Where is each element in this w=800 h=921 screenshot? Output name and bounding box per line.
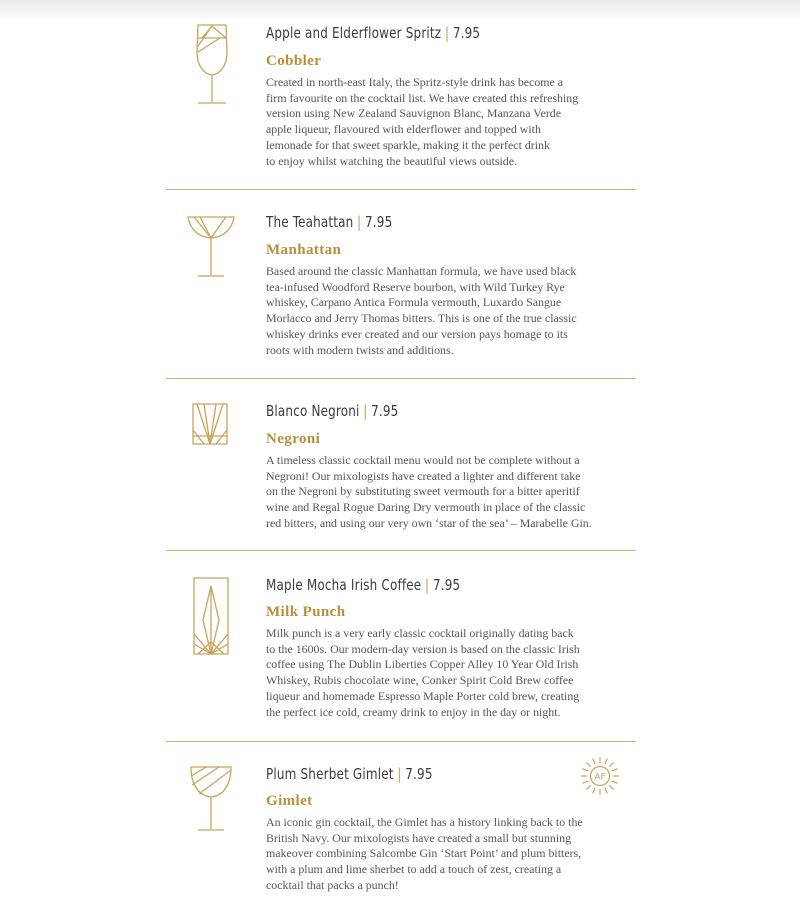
- drink-description: [266, 453, 636, 532]
- description-line: Whiskey, Rubis chocolate wine, Conker Spirit Cold Brew coffee: [266, 673, 574, 688]
- cocktail-style: Cobbler: [266, 53, 322, 69]
- drink-price: 7.95: [432, 576, 461, 594]
- description-line: tea-infused Woodford Reserve bourbon, with Wild Turkey Rye: [266, 279, 565, 294]
- drink-description: [266, 815, 636, 894]
- description-line: Negroni! Our mixologists have created a lighter and different take: [266, 468, 581, 483]
- cocktail-style: Milk Punch: [266, 604, 346, 620]
- drink-price: 7.95: [452, 24, 481, 42]
- drink-name: Plum Sherbet Gimlet: [266, 765, 394, 783]
- drink-description: [266, 264, 636, 358]
- section-divider: [166, 189, 636, 190]
- drink-title: [266, 213, 392, 231]
- description-line: red bitters, and using our very own ‘star of the sea’ – Marabelle Gin.: [266, 515, 592, 530]
- drink-description: [266, 626, 636, 720]
- drink-price: 7.95: [364, 213, 393, 231]
- price-separator: |: [424, 576, 430, 594]
- description-line: liqueur and homemade Espresso Maple Porter cold brew, creating: [266, 688, 580, 703]
- description-line: An iconic gin cocktail, the Gimlet has a history linking back to the: [266, 815, 583, 829]
- drink-price: 7.95: [371, 402, 399, 420]
- description-line: to enjoy whilst watching the beautiful views outside.: [266, 153, 517, 168]
- drink-name: Blanco Negroni: [266, 402, 360, 420]
- description-line: makeover combining Salcombe Gin ‘Start Point’ and plum bitters,: [266, 846, 582, 861]
- description-line: A timeless classic cocktail menu would not be complete without a: [266, 453, 580, 467]
- section-divider: [166, 741, 636, 742]
- price-separator: |: [397, 765, 402, 783]
- description-line: cocktail that packs a punch!: [266, 877, 399, 892]
- description-line: lemonade for that sweet sparkle, making it the perfect drink: [266, 137, 550, 152]
- cocktail-style: Manhattan: [266, 242, 342, 258]
- coupe-glass-icon: [186, 211, 242, 281]
- drink-name: The Teahattan: [266, 213, 354, 231]
- description-line: wine and Regal Rogue Daring Dry vermouth in place of the classic: [266, 500, 586, 515]
- section-divider: [166, 550, 636, 551]
- drink-title: [266, 765, 433, 783]
- drink-description: [266, 75, 636, 169]
- description-line: Based around the classic Manhattan formula, we have used black: [266, 264, 577, 278]
- description-line: Milk punch is a very early classic cocktail originally dating back: [266, 626, 574, 640]
- af-badge-label: AF: [594, 772, 606, 783]
- description-line: Morlacco and Jerry Thomas bitters. This is one of the true classic: [266, 311, 577, 326]
- highball-glass-icon: [186, 574, 242, 660]
- description-line: on the Negroni by substituting sweet vermouth for a bitter aperitif: [266, 484, 580, 499]
- description-line: with a plum and lime sherbet to add a touch of zest, creating a: [266, 862, 562, 877]
- goblet-glass-icon: [186, 763, 242, 835]
- drink-name: Maple Mocha Irish Coffee: [266, 576, 422, 594]
- description-line: Created in north-east Italy, the Spritz-style drink has become a: [266, 75, 564, 89]
- description-line: British Navy. Our mixologists have created a small but stunning: [266, 830, 572, 845]
- cocktail-style: Negroni: [266, 431, 321, 447]
- description-line: version using New Zealand Sauvignon Blanc, Manzana Verde: [266, 106, 561, 121]
- section-divider: [166, 378, 636, 379]
- cocktail-style: Gimlet: [266, 793, 313, 809]
- wine-glass-icon: [186, 22, 242, 108]
- description-line: coffee using The Dublin Liberties Copper Alley 10 Year Old Irish: [266, 657, 579, 672]
- rocks-glass-icon: [186, 400, 242, 450]
- page-top-shadow: [0, 0, 800, 22]
- description-line: firm favourite on the cocktail list. We have created this refreshing: [266, 90, 579, 105]
- description-line: the perfect ice cold, creamy drink to enjoy in the day or night.: [266, 704, 561, 719]
- alcohol-free-badge-icon: [580, 756, 620, 796]
- description-line: roots with modern twists and additions.: [266, 342, 454, 357]
- price-separator: |: [362, 402, 368, 420]
- drink-price: 7.95: [405, 765, 433, 783]
- description-line: whiskey drinks ever created and our version pays homage to its: [266, 326, 568, 341]
- price-separator: |: [444, 24, 450, 42]
- drink-title: [266, 24, 480, 42]
- price-separator: |: [356, 213, 362, 231]
- description-line: to the 1600s. Our modern-day version is based on the classic Irish: [266, 641, 580, 656]
- drink-title: [266, 576, 460, 594]
- description-line: apple liqueur, flavoured with elderflower and topped with: [266, 122, 541, 137]
- description-line: whiskey, Carpano Antica Formula vermouth, Luxardo Sangue: [266, 295, 562, 310]
- drink-name: Apple and Elderflower Spritz: [266, 24, 442, 42]
- drink-title: [266, 402, 398, 420]
